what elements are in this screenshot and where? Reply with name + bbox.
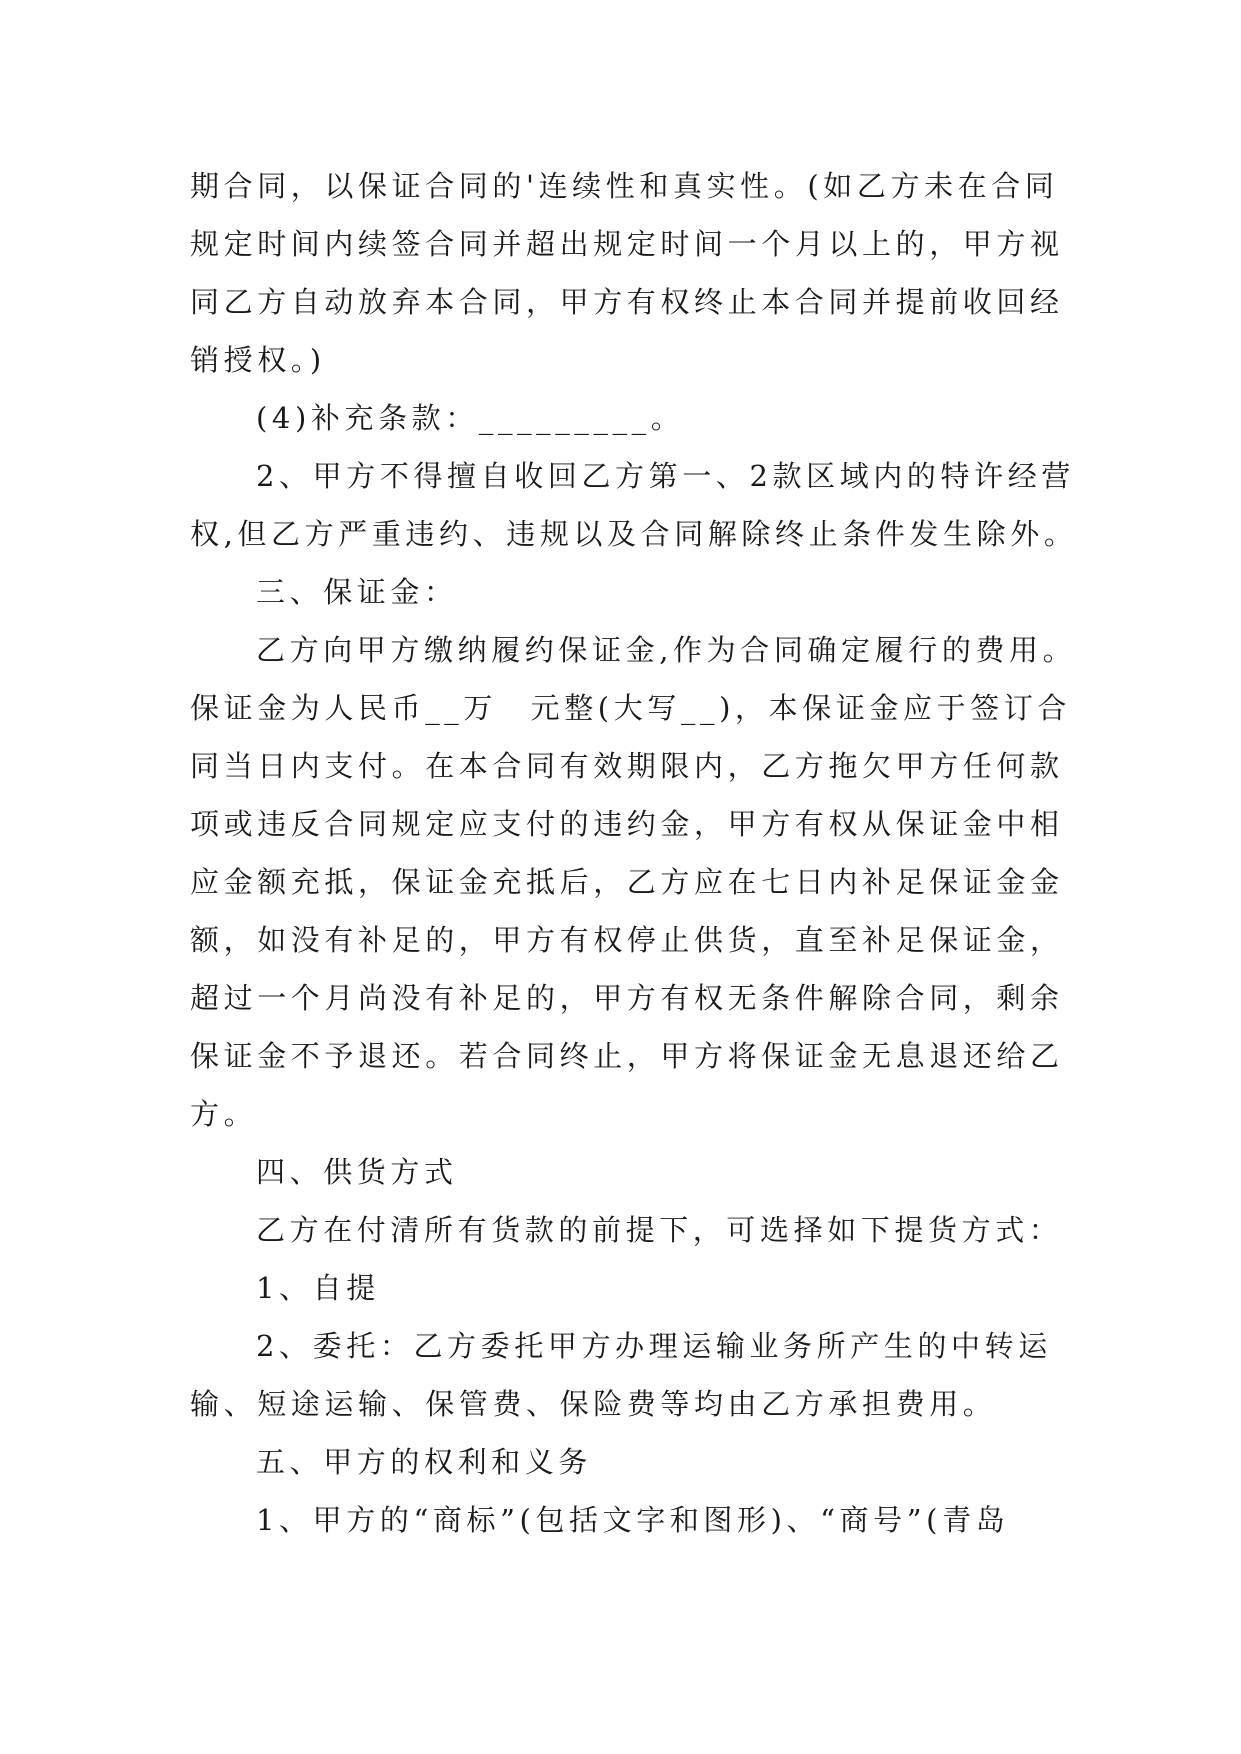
text-line: 项或违反合同规定应支付的违约金，甲方有权从保证金中相 [190,807,1064,841]
paragraph-start: 乙方在付清所有货款的前提下，可选择如下提货方式： [256,1213,1063,1247]
text-line: 输、短途运输、保管费、保险费等均由乙方承担费用。 [190,1387,997,1421]
paragraph-start: 1、甲方的“商标”(包括文字和图形)、“商号”(青岛 [256,1503,1010,1537]
section-heading-party-a-rights: 五、甲方的权利和义务 [256,1445,593,1479]
text-line: 额，如没有补足的，甲方有权停止供货，直至补足保证金， [190,923,1064,957]
text-line: 方。 [190,1097,258,1131]
section-heading-deposit: 三、保证金： [256,575,458,609]
text-line: 同当日内支付。在本合同有效期限内，乙方拖欠甲方任何款 [190,749,1064,783]
clause-4-supplement: (4)补充条款：_________。 [256,401,685,435]
section-heading-supply: 四、供货方式 [256,1155,458,1189]
text-line: 规定时间内续签合同并超出规定时间一个月以上的，甲方视 [190,227,1064,261]
text-line: 权,但乙方严重违约、违规以及合同解除终止条件发生除外。 [190,517,1078,551]
paragraph-start: 乙方向甲方缴纳履约保证金,作为合同确定履行的费用。 [256,633,1077,667]
text-line: 应金额充抵，保证金充抵后，乙方应在七日内补足保证金金 [190,865,1064,899]
text-line: 同乙方自动放弃本合同，甲方有权终止本合同并提前收回经 [190,285,1064,319]
list-item-entrust: 2、委托：乙方委托甲方办理运输业务所产生的中转运 [256,1329,1052,1363]
text-line: 保证金为人民币__万 元整(大写__)，本保证金应于签订合 [190,691,1072,725]
text-line: 期合同，以保证合同的'连续性和真实性。(如乙方未在合同 [190,169,1059,203]
text-line: 保证金不予退还。若合同终止，甲方将保证金无息退还给乙 [190,1039,1064,1073]
clause-2-paragraph-start: 2、甲方不得擅自收回乙方第一、2款区域内的特许经营 [256,459,1075,493]
text-line: 超过一个月尚没有补足的，甲方有权无条件解除合同，剩余 [190,981,1064,1015]
text-line: 销授权。) [190,343,326,377]
list-item-self-pickup: 1、自提 [256,1271,380,1305]
